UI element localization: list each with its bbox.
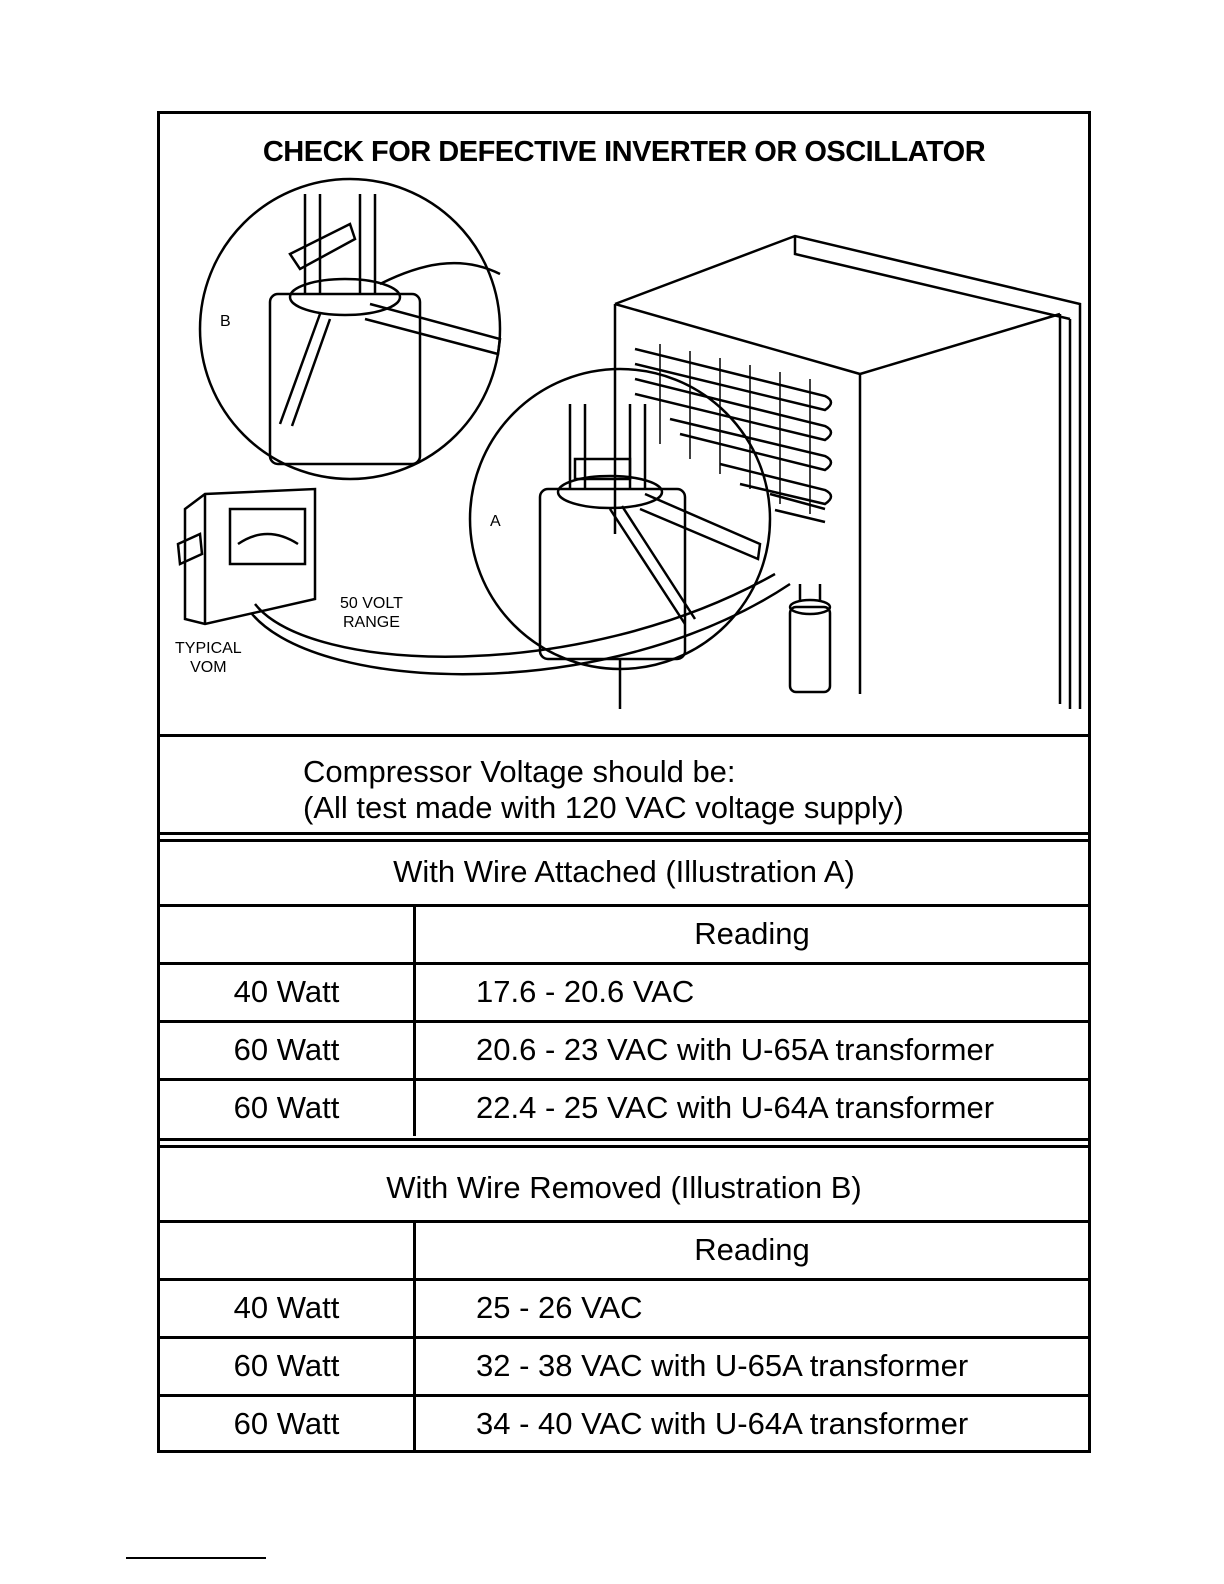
page-title: CHECK FOR DEFECTIVE INVERTER OR OSCILLATOR [262, 136, 986, 168]
volt-range-line2: RANGE [342, 614, 400, 631]
table-a-load-header [160, 907, 416, 962]
table-row [160, 1078, 1088, 1136]
table-a-heading: With Wire Attached (Illustration A) [393, 854, 855, 889]
table-b-header-row [160, 1220, 1088, 1278]
table-b-reading-header: Reading [694, 1232, 810, 1267]
reading-cell: 25 - 26 VAC [476, 1290, 643, 1325]
illustration-a-circle [470, 369, 770, 709]
table-row [160, 1394, 1088, 1452]
intro-line1: Compressor Voltage should be: [303, 754, 736, 789]
footer-rule [126, 1557, 266, 1559]
reading-cell: 22.4 - 25 VAC with U-64A transformer [476, 1090, 995, 1125]
document-frame [157, 111, 1091, 1453]
illustration-b-circle [200, 179, 500, 479]
volt-range-line1: 50 VOLT [340, 595, 403, 612]
section-divider-a [160, 832, 1088, 842]
table-row [160, 962, 1088, 1020]
table-row [160, 1278, 1088, 1336]
section-divider-b [160, 1138, 1088, 1148]
load-cell: 60 Watt [160, 1081, 416, 1136]
intro-line2: (All test made with 120 VAC voltage supply) [303, 790, 904, 825]
intro-text [303, 754, 904, 826]
table-a-reading-header: Reading [694, 916, 810, 951]
volt-range-label [340, 594, 403, 632]
table-b-load-header [160, 1223, 416, 1278]
label-a: A [490, 513, 501, 530]
typical-vom-label [175, 639, 242, 677]
reading-cell: 20.6 - 23 VAC with U-65A transformer [476, 1032, 995, 1067]
reading-cell: 34 - 40 VAC with U-64A transformer [476, 1406, 969, 1441]
table-row [160, 1336, 1088, 1394]
table-row [160, 1020, 1088, 1078]
load-cell: 40 Watt [160, 1281, 416, 1336]
reading-cell: 17.6 - 20.6 VAC [476, 974, 695, 1009]
load-cell: 60 Watt [160, 1339, 416, 1394]
test-setup-illustration [160, 114, 1088, 734]
label-b: B [220, 313, 231, 330]
load-cell: 60 Watt [160, 1397, 416, 1452]
load-cell: 60 Watt [160, 1023, 416, 1078]
typical-vom-line2: VOM [190, 659, 227, 676]
load-cell: 40 Watt [160, 965, 416, 1020]
table-a-header-row [160, 904, 1088, 962]
capacitor-illustration [790, 584, 830, 692]
illustration-divider [160, 734, 1088, 737]
table-b-heading: With Wire Removed (Illustration B) [386, 1170, 862, 1205]
reading-cell: 32 - 38 VAC with U-65A transformer [476, 1348, 969, 1383]
typical-vom-line1: TYPICAL [175, 640, 242, 657]
